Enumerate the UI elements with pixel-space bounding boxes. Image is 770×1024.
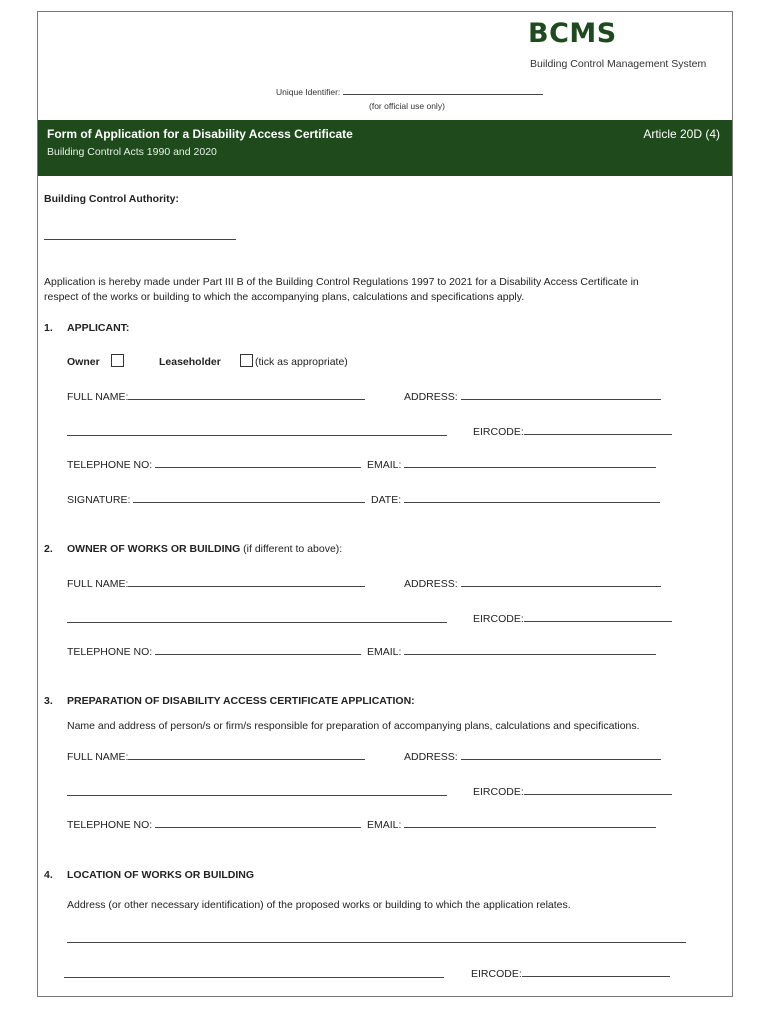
address-label: ADDRESS: <box>404 751 458 763</box>
email-label: EMAIL: <box>367 646 402 658</box>
s3-email-row <box>367 817 656 831</box>
s2-telephone-row <box>67 644 361 658</box>
s2-address-line-2-field[interactable] <box>67 612 447 623</box>
unique-identifier-label: Unique Identifier: <box>276 87 341 97</box>
tick-note: (tick as appropriate) <box>255 356 348 368</box>
section-3-title: PREPARATION OF DISABILITY ACCESS CERTIFICATE APPLICATION: <box>67 695 415 707</box>
s1-telephone-field[interactable] <box>155 457 361 468</box>
date-label: DATE: <box>371 494 402 506</box>
signature-label: SIGNATURE: <box>67 494 131 506</box>
unique-identifier-row <box>276 84 543 97</box>
owner-checkbox[interactable] <box>111 354 124 367</box>
s2-email-row <box>367 644 656 658</box>
s1-full-name-field[interactable] <box>128 389 365 400</box>
s1-address-line-2-row <box>67 423 447 441</box>
s3-telephone-field[interactable] <box>155 817 361 828</box>
s4-eircode-row <box>471 966 670 980</box>
s2-full-name-row <box>67 576 365 590</box>
section-3-description: Name and address of person/s or firm/s responsible for preparation of accompanying plans, calculations and specifications. <box>67 720 640 732</box>
full-name-label: FULL NAME: <box>67 391 129 403</box>
email-label: EMAIL: <box>367 819 402 831</box>
s1-address-field[interactable] <box>461 389 661 400</box>
authority-field-row <box>44 227 236 245</box>
authority-label: Building Control Authority: <box>44 193 179 205</box>
s1-address-row <box>404 389 661 403</box>
eircode-label: EIRCODE: <box>473 786 524 798</box>
title-banner <box>38 120 732 176</box>
eircode-label: EIRCODE: <box>471 968 522 980</box>
s3-address-line-2-row <box>67 783 447 801</box>
s1-telephone-row <box>67 457 361 471</box>
s1-eircode-row <box>473 424 672 438</box>
full-name-label: FULL NAME: <box>67 578 129 590</box>
section-4-description: Address (or other necessary identification) of the proposed works or building to which the application relates. <box>67 899 571 911</box>
leaseholder-label: Leaseholder <box>159 356 221 368</box>
s4-address-line-2-field[interactable] <box>64 967 444 978</box>
s3-eircode-field[interactable] <box>524 784 672 795</box>
section-2-title: OWNER OF WORKS OR BUILDING <box>67 543 241 555</box>
form-subtitle: Building Control Acts 1990 and 2020 <box>47 146 217 158</box>
s1-eircode-field[interactable] <box>524 424 672 435</box>
s2-address-row <box>404 576 661 590</box>
s4-address-line-1-row <box>67 930 686 948</box>
owner-label: Owner <box>67 356 100 368</box>
telephone-label: TELEPHONE NO: <box>67 459 153 471</box>
email-label: EMAIL: <box>367 459 402 471</box>
s2-telephone-field[interactable] <box>155 644 361 655</box>
leaseholder-checkbox[interactable] <box>240 354 253 367</box>
form-title: Form of Application for a Disability Access Certificate <box>47 127 353 141</box>
section-2-heading <box>67 543 342 555</box>
intro-line-1: Application is hereby made under Part III B of the Building Control Regulations 1997 to 2021 for a Disability Access Certificate in <box>44 276 639 288</box>
s2-eircode-row <box>473 611 672 625</box>
form-page <box>37 11 733 997</box>
s1-full-name-row <box>67 389 365 403</box>
s1-signature-field[interactable] <box>133 492 365 503</box>
s1-address-line-2-field[interactable] <box>67 425 447 436</box>
s2-full-name-field[interactable] <box>128 576 365 587</box>
s2-address-line-2-row <box>67 610 447 628</box>
s3-address-line-2-field[interactable] <box>67 785 447 796</box>
s1-date-field[interactable] <box>404 492 660 503</box>
s3-eircode-row <box>473 784 672 798</box>
intro-line-2: respect of the works or building to which the accompanying plans, calculations and specifications apply. <box>44 291 525 303</box>
s3-telephone-row <box>67 817 361 831</box>
s3-full-name-field[interactable] <box>128 749 365 760</box>
article-reference: Article 20D (4) <box>643 127 720 141</box>
telephone-label: TELEPHONE NO: <box>67 819 153 831</box>
bcms-logo: BCMS <box>528 18 617 49</box>
section-2-number: 2. <box>44 543 53 555</box>
address-label: ADDRESS: <box>404 391 458 403</box>
telephone-label: TELEPHONE NO: <box>67 646 153 658</box>
system-name: Building Control Management System <box>530 58 707 70</box>
s2-email-field[interactable] <box>404 644 656 655</box>
full-name-label: FULL NAME: <box>67 751 129 763</box>
official-use-note: (for official use only) <box>369 101 445 111</box>
address-label: ADDRESS: <box>404 578 458 590</box>
section-2-note: (if different to above): <box>243 543 343 555</box>
s3-email-field[interactable] <box>404 817 656 828</box>
section-1-title: APPLICANT: <box>67 322 130 334</box>
s2-eircode-field[interactable] <box>524 611 672 622</box>
s1-email-field[interactable] <box>404 457 656 468</box>
s2-address-field[interactable] <box>461 576 661 587</box>
unique-identifier-field[interactable] <box>343 84 543 95</box>
section-4-number: 4. <box>44 869 53 881</box>
s1-signature-row <box>67 492 365 506</box>
s3-address-row <box>404 749 661 763</box>
section-4-title: LOCATION OF WORKS OR BUILDING <box>67 869 255 881</box>
s4-address-line-1-field[interactable] <box>67 932 686 943</box>
s1-date-row <box>371 492 660 506</box>
s3-full-name-row <box>67 749 365 763</box>
authority-field[interactable] <box>44 229 236 240</box>
section-3-number: 3. <box>44 695 53 707</box>
eircode-label: EIRCODE: <box>473 426 524 438</box>
s3-address-field[interactable] <box>461 749 661 760</box>
eircode-label: EIRCODE: <box>473 613 524 625</box>
section-1-number: 1. <box>44 322 53 334</box>
s4-eircode-field[interactable] <box>522 966 670 977</box>
s4-address-line-2-row <box>64 965 444 983</box>
s1-email-row <box>367 457 656 471</box>
